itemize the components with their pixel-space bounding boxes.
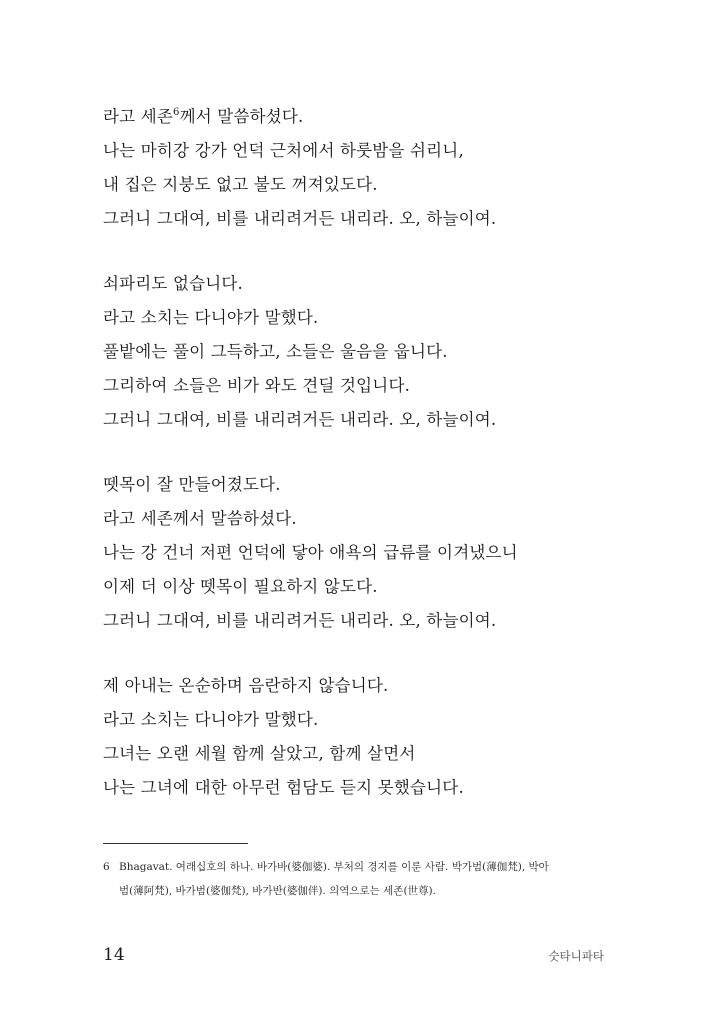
verse-line: 그러니 그대여, 비를 내리려거든 내리라. 오, 하늘이여. (103, 410, 497, 429)
stanza-1 (103, 100, 663, 236)
stanza-gap (103, 437, 663, 468)
verse-line: 라고 세존께서 말씀하셨다. (103, 509, 297, 528)
footnote-text: Bhagavat. 여래십호의 하나. 바가바(婆伽婆). 부처의 경지를 이룬 사람. 박가범(薄伽梵), 박아 (119, 861, 549, 873)
verse-line: 쇠파리도 없습니다. (103, 274, 244, 293)
verse-line: 그러니 그대여, 비를 내리려거든 내리라. 오, 하늘이여. (103, 209, 497, 228)
verse-line: 뗏목이 잘 만들어졌도다. (103, 475, 281, 494)
running-title: 숫타니파타 (548, 949, 604, 963)
line-text: 라고 세존 (103, 107, 174, 126)
verse-line: 나는 그녀에 대한 아무런 험담도 듣지 못했습니다. (103, 778, 464, 797)
verse-line: 라고 소치는 다니야가 말했다. (103, 710, 319, 729)
stanza-gap (103, 236, 663, 267)
footnote-line (103, 855, 608, 879)
verse-body (103, 100, 663, 805)
verse-line: 풀밭에는 풀이 그득하고, 소들은 울음을 웁니다. (103, 342, 448, 361)
footnote (103, 855, 608, 903)
verse-line: 나는 강 건너 저편 언덕에 닿아 애욕의 급류를 이겨냈으니 (103, 543, 518, 562)
verse-line: 그녀는 오랜 세월 함께 살았고, 함께 살면서 (103, 744, 416, 763)
stanza-gap (103, 638, 663, 669)
stanza-4 (103, 669, 663, 805)
footnote-line-continued: 범(薄阿梵), 바가범(婆伽梵), 바가반(婆伽伴). 의역으로는 세존(世尊). (119, 885, 436, 897)
verse-line: 라고 소치는 다니야가 말했다. (103, 308, 319, 327)
stanza-2 (103, 267, 663, 437)
verse-line: 나는 마히강 강가 언덕 근처에서 하룻밤을 쉬리니, (103, 141, 464, 160)
stanza-3 (103, 468, 663, 638)
line-text-continued: 께서 말씀하셨다. (179, 107, 304, 126)
page-number: 14 (103, 945, 125, 965)
verse-line: 이제 더 이상 뗏목이 필요하지 않도다. (103, 577, 378, 596)
footnote-reference[interactable]: 6 (173, 107, 180, 118)
verse-line: 내 집은 지붕도 없고 불도 꺼져있도다. (103, 175, 378, 194)
verse-line: 그리하여 소들은 비가 와도 견딜 것입니다. (103, 376, 411, 395)
footnote-number: 6 (103, 861, 110, 873)
verse-line (103, 100, 663, 134)
verse-line: 제 아내는 온순하며 음란하지 않습니다. (103, 676, 389, 695)
verse-line: 그러니 그대여, 비를 내리려거든 내리라. 오, 하늘이여. (103, 611, 497, 630)
footnote-divider (103, 843, 248, 844)
